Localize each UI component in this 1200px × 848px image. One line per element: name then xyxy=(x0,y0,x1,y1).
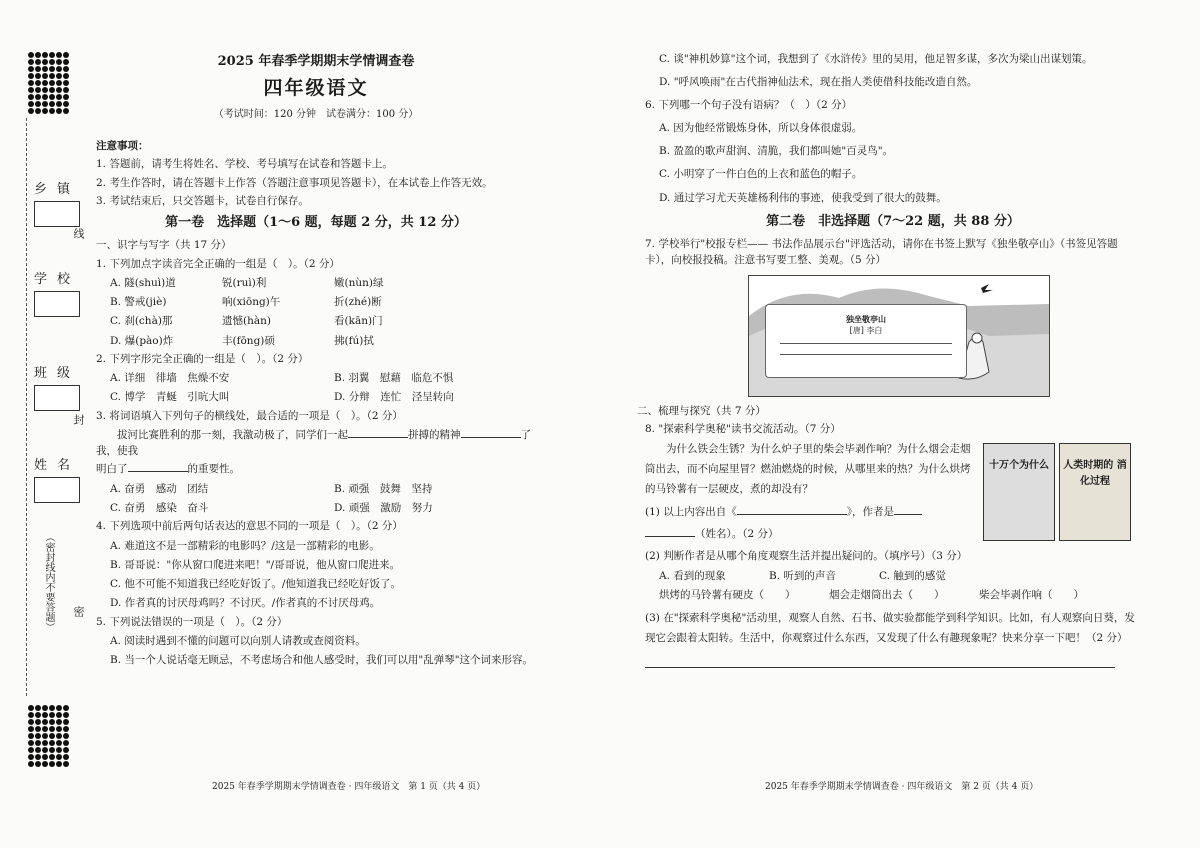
registration-dot xyxy=(28,719,34,725)
registration-dot xyxy=(56,754,62,760)
q8-option-b: B. 听到的声音 xyxy=(769,569,836,582)
q2-option-a[interactable]: A. 详细 徘墙 焦燥不安 xyxy=(110,372,230,385)
registration-dot xyxy=(49,761,55,767)
registration-dot xyxy=(35,73,41,79)
field-township[interactable]: 乡镇 xyxy=(33,178,81,227)
registration-dot xyxy=(63,761,69,767)
registration-dot xyxy=(63,740,69,746)
q4-option-d[interactable]: D. 作者真的讨厌母鸡吗？不讨厌。/作者真的不讨厌母鸡。 xyxy=(110,597,381,610)
registration-dot xyxy=(28,733,34,739)
q8-item-firewood[interactable]: 柴会毕剥作响（ ） xyxy=(979,588,1084,601)
registration-dot xyxy=(63,59,69,65)
registration-dot xyxy=(35,94,41,100)
registration-dot xyxy=(42,80,48,86)
registration-dot xyxy=(63,94,69,100)
q5-option-c[interactable]: C. 谈"神机妙算"这个词，我想到了《水浒传》里的吴用，他足智多谋，多次为梁山出谋划策。 xyxy=(659,53,1093,65)
registration-dot xyxy=(28,705,34,711)
q1-option-c[interactable]: C. 刹(chà)那 遗憾(hàn) 看(kān)门 xyxy=(110,315,383,328)
q8-sub2-options xyxy=(659,568,1141,584)
book-cover-1: 十万个为什么 xyxy=(983,443,1055,541)
registration-dot xyxy=(35,101,41,107)
q4-option-c[interactable]: C. 他不可能不知道我已经吃好饭了。/他知道我已经吃好饭了。 xyxy=(110,578,401,591)
q8-author-blank[interactable] xyxy=(894,504,922,515)
question-5: 5. 下列说法错误的一项是（ ）。（2 分） xyxy=(96,615,288,628)
question-7: 7. 学校举行"校报专栏—— 书法作品展示台"评选活动，请你在书签上默写《独坐敬亭山》（书签见答题卡），向校报投稿。注意书写要工整、美观。（5 分） xyxy=(645,238,1118,267)
field-name[interactable]: 姓名 xyxy=(33,454,81,503)
q5-option-b[interactable]: B. 当一个人说话毫无顾忌，不考虑场合和他人感受时，我们可以用"乱弹琴"这个词来形容。 xyxy=(110,654,534,667)
registration-dot xyxy=(42,73,48,79)
registration-dot xyxy=(49,94,55,100)
q2-option-c[interactable]: C. 博学 青蜒 引吭大叫 xyxy=(110,391,230,404)
registration-dot xyxy=(56,66,62,72)
registration-dot xyxy=(35,719,41,725)
registration-dot xyxy=(42,52,48,58)
registration-dot xyxy=(49,108,55,114)
registration-dot xyxy=(63,87,69,93)
q8-sub2-items xyxy=(659,587,1141,603)
registration-dot xyxy=(63,108,69,114)
poem-line-1[interactable] xyxy=(780,343,952,344)
registration-dot xyxy=(63,754,69,760)
question-4: 4. 下列选项中前后两句话表达的意思不同的一项是（ ）。（2 分） xyxy=(96,520,403,533)
q5-option-d[interactable]: D. "呼风唤雨"在古代指神仙法术，现在指人类使借科技能改造自然。 xyxy=(659,76,978,89)
registration-dot xyxy=(28,66,34,72)
registration-dot xyxy=(28,726,34,732)
q8-option-a: A. 看到的现象 xyxy=(659,569,726,582)
registration-dot xyxy=(49,719,55,725)
registration-dot xyxy=(49,747,55,753)
registration-dot xyxy=(63,719,69,725)
registration-dot xyxy=(49,66,55,72)
q1-option-b[interactable]: B. 警戒(jiè) 响(xiōng)午 折(zhé)断 xyxy=(110,296,382,309)
registration-dot xyxy=(56,726,62,732)
book-cover-2: 人类时期的 消化过程 xyxy=(1059,443,1131,541)
class-input-box[interactable] xyxy=(34,385,80,411)
registration-dot xyxy=(35,747,41,753)
q4-option-b[interactable]: B. 哥哥说："你从窗口爬进来吧！"/哥哥说，他从窗口爬进来。 xyxy=(110,558,401,571)
page1-footer: 2025 年春季学期期末学情调查卷 · 四年级语文 第 1 页（共 4 页） xyxy=(212,782,486,792)
registration-dot xyxy=(63,705,69,711)
registration-dot xyxy=(35,712,41,718)
registration-dot xyxy=(42,101,48,107)
registration-dot xyxy=(49,80,55,86)
q8-sub2: (2) 判断作者是从哪个角度观察生活并提出疑问的。（填序号）（3 分） xyxy=(645,550,968,563)
registration-dot xyxy=(42,87,48,93)
registration-dot xyxy=(42,712,48,718)
q8-sub3: (3) 在"探索科学奥秘"活动里，观察人自然、石书、做实验都能学到科学知识。比如，有人观察向日葵，发现它会跟着太阳转。生活中，你观察过什么东西，又发现了什么有趣现象呢？快来分享一下吧！（2 分） xyxy=(645,612,1135,645)
registration-dot xyxy=(28,108,34,114)
q3-option-c[interactable]: C. 奋勇 感染 奋斗 xyxy=(110,502,209,514)
registration-dot xyxy=(42,726,48,732)
field-class[interactable]: 班级 xyxy=(33,362,81,411)
registration-dot xyxy=(42,59,48,65)
q3-options-row2 xyxy=(110,500,536,516)
registration-dot xyxy=(56,719,62,725)
registration-dot xyxy=(28,761,34,767)
q6-option-b[interactable]: B. 盈盈的歌声甜润、清脆，我们都叫她"百灵鸟"。 xyxy=(659,145,894,158)
registration-dot xyxy=(35,52,41,58)
note-3: 3. 考试结束后，只交答题卡，试卷自行保存。 xyxy=(96,194,309,207)
registration-dot xyxy=(28,73,34,79)
registration-dot xyxy=(28,740,34,746)
registration-dot xyxy=(28,94,34,100)
registration-dot xyxy=(28,87,34,93)
registration-dot xyxy=(42,719,48,725)
part2-title: 第二卷 非选择题（7～22 题，共 88 分） xyxy=(766,213,1020,229)
registration-dot xyxy=(35,705,41,711)
registration-dot xyxy=(35,80,41,86)
q8-sub1: (1) 以上内容出自《 》，作者是 xyxy=(645,504,975,520)
registration-dot xyxy=(35,733,41,739)
q1-option-a[interactable]: A. 隧(shuì)道 锐(ruì)利 嫩(nùn)绿 xyxy=(110,276,384,289)
q6-option-a[interactable]: A. 因为他经常锻炼身体，所以身体很虚弱。 xyxy=(659,121,863,134)
registration-dot xyxy=(35,87,41,93)
top-dot-block xyxy=(28,52,70,114)
question-6: 6. 下列哪一个句子没有语病？（ ）（2 分） xyxy=(645,98,853,111)
q3-options-row1 xyxy=(110,481,536,497)
part1-title: 第一卷 选择题（1～6 题，每题 2 分，共 12 分） xyxy=(165,215,467,231)
registration-dot xyxy=(35,108,41,114)
registration-dot xyxy=(49,705,55,711)
bookmark-illustration xyxy=(748,275,1050,397)
q3-option-b[interactable]: B. 顽强 鼓舞 坚持 xyxy=(334,482,433,495)
q2-option-b[interactable]: B. 羽翼 慰藉 临危不惧 xyxy=(334,372,454,385)
q8-sub1-cont: （姓名）。（2 分） xyxy=(645,526,975,542)
registration-dot xyxy=(49,740,55,746)
q2-options-row1 xyxy=(110,370,536,386)
seal-mark-seal: 封 xyxy=(72,414,85,425)
note-2: 2. 考生作答时，请在答题卡上作答（答题注意事项见答题卡），在本试卷上作答无效。 xyxy=(96,176,493,189)
poem-bookmark[interactable] xyxy=(765,304,967,378)
poem-line-2[interactable] xyxy=(780,354,952,355)
registration-dot xyxy=(63,80,69,86)
q2-options-row2 xyxy=(110,389,536,405)
registration-dot xyxy=(63,733,69,739)
exam-subject: 四年级语文 xyxy=(263,77,369,100)
bottom-dot-block xyxy=(28,705,70,767)
registration-dot xyxy=(28,712,34,718)
q1-option-d[interactable]: D. 爆(pào)炸 丰(fōng)硕 拂(fú)拭 xyxy=(110,334,374,347)
registration-dot xyxy=(56,761,62,767)
note-1: 1. 答题前，请考生将姓名、学校、考号填写在试卷和答题卡上。 xyxy=(96,158,393,171)
notes-title: 注意事项： xyxy=(96,140,149,153)
page-one xyxy=(96,0,536,668)
registration-dot xyxy=(56,52,62,58)
township-input-box[interactable] xyxy=(34,201,80,227)
seal-notice: （密封线内不要答题） xyxy=(43,532,54,632)
q8-reading-row xyxy=(645,437,1141,542)
exam-info: （考试时间：120 分钟 试卷满分：100 分） xyxy=(213,108,419,120)
registration-dot xyxy=(42,740,48,746)
registration-dot xyxy=(63,66,69,72)
registration-dot xyxy=(63,726,69,732)
registration-dot xyxy=(56,87,62,93)
registration-dot xyxy=(63,73,69,79)
registration-dot xyxy=(42,754,48,760)
q8-item-smoke[interactable]: 烟会走烟筒出去（ ） xyxy=(829,588,945,601)
q3-passage: 拔河比赛胜利的那一刻，我激动极了，同学们一起 拼搏的精神 了我，使我 xyxy=(96,428,531,458)
name-input-box[interactable] xyxy=(34,477,80,503)
q2-option-d[interactable]: D. 分辩 连忙 泾呈转向 xyxy=(334,391,454,404)
seal-mark-line: 线 xyxy=(72,228,85,239)
q8-author-blank-2[interactable] xyxy=(645,526,695,537)
q8-book-blank[interactable] xyxy=(737,504,847,515)
q8-passage: 为什么铁会生锈？为什么炉子里的柴会毕剥作响？为什么烟会走烟筒出去，而不向屋里冒？燃油燃烧的时候，从哪里来的热？为什么烘烤的马铃薯有一层硬皮，煮的却没有？ xyxy=(645,443,971,495)
q3-option-d[interactable]: D. 顽强 激励 努力 xyxy=(334,502,433,514)
registration-dot xyxy=(56,712,62,718)
q8-item-potato[interactable]: 烘烤的马铃薯有硬皮（ ） xyxy=(659,588,796,601)
poem-title: 独坐敬亭山 xyxy=(846,313,886,324)
registration-dot xyxy=(49,101,55,107)
registration-dot xyxy=(42,705,48,711)
registration-dot xyxy=(35,726,41,732)
registration-dot xyxy=(28,52,34,58)
registration-dot xyxy=(28,754,34,760)
page2-footer: 2025 年春季学期期末学情调查卷 · 四年级语文 第 2 页（共 4 页） xyxy=(765,782,1039,792)
registration-dot xyxy=(63,52,69,58)
registration-dot xyxy=(42,108,48,114)
registration-dot xyxy=(28,59,34,65)
registration-dot xyxy=(42,94,48,100)
question-1: 1. 下列加点字读音完全正确的一组是（ ）。（2 分） xyxy=(96,257,340,270)
registration-dot xyxy=(56,73,62,79)
section2-title: 二、梳理与探究（共 7 分） xyxy=(637,404,766,417)
school-input-box[interactable] xyxy=(34,291,80,317)
field-school[interactable]: 学校 xyxy=(33,268,81,317)
q3-option-a[interactable]: A. 奋勇 感动 团结 xyxy=(110,482,209,495)
registration-dot xyxy=(56,94,62,100)
registration-dot xyxy=(56,59,62,65)
registration-dot xyxy=(56,733,62,739)
q5-option-a[interactable]: A. 阅读时遇到不懂的问题可以向别人请教或查阅资料。 xyxy=(110,634,366,647)
registration-dot xyxy=(35,66,41,72)
q3-blank-1[interactable] xyxy=(348,427,408,438)
registration-dot xyxy=(49,73,55,79)
registration-dot xyxy=(49,733,55,739)
registration-dot xyxy=(28,80,34,86)
registration-dot xyxy=(56,740,62,746)
exam-title: 2025 年春季学期期末学情调查卷 xyxy=(217,54,415,69)
registration-dot xyxy=(49,59,55,65)
q3-blank-3[interactable] xyxy=(128,461,188,472)
registration-dot xyxy=(49,87,55,93)
registration-dot xyxy=(35,59,41,65)
q4-option-a[interactable]: A. 难道这不是一部精彩的电影吗？/这是一部精彩的电影。 xyxy=(110,539,380,552)
q8-answer-line[interactable] xyxy=(645,663,1115,668)
registration-dot xyxy=(56,747,62,753)
q6-option-c[interactable]: C. 小明穿了一件白色的上衣和蓝色的帽子。 xyxy=(659,168,863,181)
registration-dot xyxy=(42,761,48,767)
registration-dot xyxy=(28,101,34,107)
registration-dot xyxy=(35,761,41,767)
section1-title: 一、识字与写字（共 17 分） xyxy=(96,239,232,252)
q8-option-c: C. 触到的感觉 xyxy=(879,569,946,582)
registration-dot xyxy=(28,747,34,753)
registration-dot xyxy=(63,712,69,718)
registration-dot xyxy=(35,754,41,760)
question-3: 3. 将词语填入下列句子的横线处，最合适的一项是（ ）。（2 分） xyxy=(96,409,403,422)
registration-dot xyxy=(49,726,55,732)
seal-mark-secret: 密 xyxy=(72,606,85,617)
registration-dot xyxy=(56,108,62,114)
registration-dot xyxy=(56,101,62,107)
registration-dot xyxy=(42,733,48,739)
registration-dot xyxy=(42,66,48,72)
registration-dot xyxy=(42,747,48,753)
registration-dot xyxy=(49,52,55,58)
q6-option-d[interactable]: D. 通过学习尤天英雄杨利伟的事迹，使我受到了很大的鼓舞。 xyxy=(659,191,947,204)
question-8: 8. "探索科学奥秘"读书交流活动。（7 分） xyxy=(645,422,841,435)
q3-blank-2[interactable] xyxy=(461,427,521,438)
registration-dot xyxy=(56,80,62,86)
question-2: 2. 下列字形完全正确的一组是（ ）。（2 分） xyxy=(96,352,309,365)
registration-dot xyxy=(49,712,55,718)
registration-dot xyxy=(63,101,69,107)
registration-dot xyxy=(56,705,62,711)
poem-author: [唐] 李白 xyxy=(849,325,883,335)
registration-dot xyxy=(35,740,41,746)
registration-dot xyxy=(49,754,55,760)
book-covers xyxy=(983,443,1131,542)
q3-passage-cont: 明白了 的重要性。 xyxy=(96,463,240,476)
registration-dot xyxy=(63,747,69,753)
page-two xyxy=(637,48,1141,668)
